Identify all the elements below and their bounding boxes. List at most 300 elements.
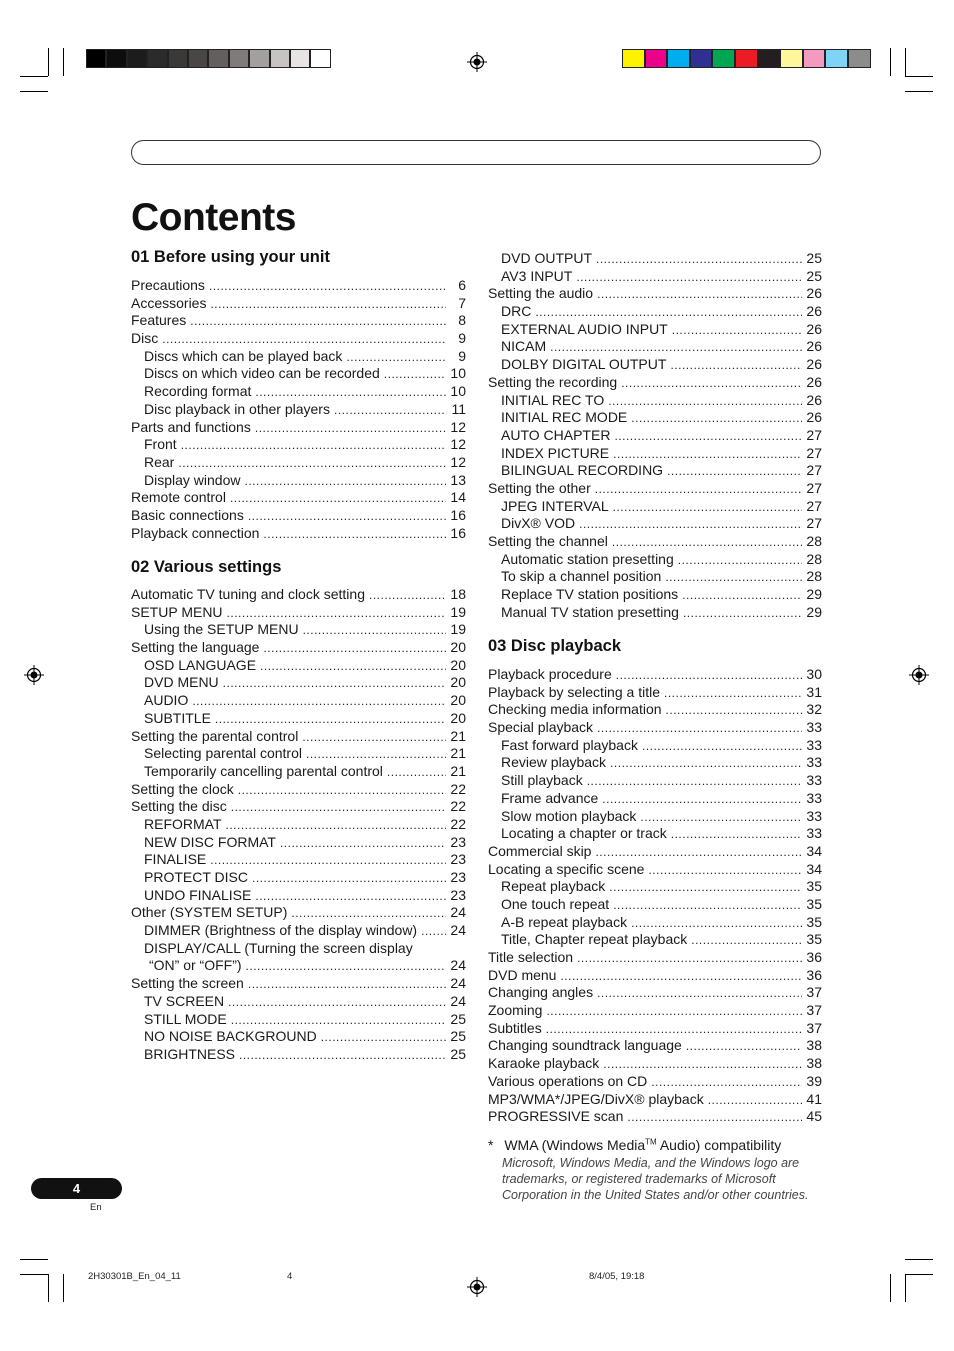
- toc-entry[interactable]: [131, 419, 466, 437]
- toc-entry[interactable]: [488, 1073, 822, 1091]
- toc-entry[interactable]: [488, 533, 822, 551]
- page-number-badge: 4: [31, 1178, 122, 1199]
- crop-mark: [905, 91, 933, 92]
- toc-entry[interactable]: [131, 957, 466, 975]
- toc-entry-page: 19: [450, 621, 466, 638]
- toc-entry[interactable]: [488, 321, 822, 339]
- toc-entry-page: 25: [806, 250, 822, 266]
- toc-entry-title: Zooming: [488, 1002, 543, 1019]
- toc-leader-dots: [666, 701, 802, 720]
- toc-entry-page: 33: [806, 754, 822, 771]
- toc-entry-title: Setting the channel: [488, 533, 608, 549]
- toc-entry-page: 26: [806, 338, 822, 355]
- toc-entry-title: To skip a channel position: [501, 568, 662, 585]
- toc-entry[interactable]: [488, 1020, 822, 1038]
- toc-entry-title: DVD MENU: [144, 674, 219, 691]
- toc-entry-title: Commercial skip: [488, 842, 592, 859]
- toc-entry[interactable]: [488, 604, 822, 622]
- toc-leader-dots: [613, 445, 802, 464]
- toc-entry-title: Recording format: [144, 383, 252, 400]
- color-swatch: [690, 49, 713, 68]
- color-swatch: [229, 49, 249, 68]
- color-swatch: [645, 49, 668, 68]
- toc-entry-page: 36: [806, 949, 822, 965]
- toc-leader-dots: [252, 869, 446, 888]
- toc-entry[interactable]: [488, 719, 822, 737]
- toc-entry-title: DISPLAY/CALL (Turning the screen display: [144, 939, 413, 956]
- toc-entry[interactable]: [131, 621, 466, 639]
- toc-leader-dots: [671, 825, 802, 844]
- toc-entry-title: Title, Chapter repeat playback: [501, 931, 688, 948]
- toc-entry-title: Locating a chapter or track: [501, 825, 667, 842]
- toc-entry[interactable]: [131, 816, 466, 834]
- toc-entry-page: 20: [450, 692, 466, 709]
- toc-entry[interactable]: [488, 861, 822, 879]
- toc-entry[interactable]: [488, 1002, 822, 1020]
- toc-entry-title: DVD OUTPUT: [501, 250, 592, 266]
- toc-entry[interactable]: [488, 409, 822, 427]
- toc-entry-title: BILINGUAL RECORDING: [501, 462, 664, 479]
- toc-entry[interactable]: [488, 374, 822, 392]
- crop-mark: [48, 48, 49, 76]
- toc-entry-page: 10: [450, 383, 466, 400]
- toc-entry[interactable]: [488, 949, 822, 967]
- toc-entry-title: Parts and functions: [131, 418, 251, 435]
- toc-entry-title: AV3 INPUT: [501, 267, 573, 284]
- color-swatch: [249, 49, 269, 68]
- toc-entry[interactable]: [131, 312, 466, 330]
- toc-entry-title: OSD LANGUAGE: [144, 656, 257, 673]
- toc-leader-dots: [627, 1108, 802, 1127]
- toc-leader-dots: [210, 295, 446, 314]
- toc-entry[interactable]: [488, 790, 822, 808]
- toc-entry[interactable]: [488, 808, 822, 826]
- toc-entry-page: 23: [450, 851, 466, 868]
- section-heading-various-settings: 02 Various settings: [131, 558, 282, 576]
- color-swatch: [147, 49, 167, 68]
- toc-entry[interactable]: [488, 896, 822, 914]
- toc-leader-dots: [597, 285, 802, 304]
- toc-entry-page: 26: [806, 391, 822, 408]
- toc-entry-page: 25: [450, 1010, 466, 1027]
- toc-entry-title: Review playback: [501, 754, 607, 771]
- toc-entry-page: 32: [806, 701, 822, 718]
- color-swatch: [86, 49, 106, 68]
- toc-leader-dots: [550, 338, 802, 357]
- toc-entry[interactable]: [131, 365, 466, 383]
- toc-leader-dots: [334, 401, 446, 420]
- toc-leader-dots: [190, 312, 446, 331]
- toc-entry[interactable]: [488, 480, 822, 498]
- color-swatch: [758, 49, 781, 68]
- toc-entry-page: 33: [806, 772, 822, 789]
- toc-entry-title: Repeat playback: [501, 878, 606, 895]
- crop-mark: [48, 1274, 49, 1302]
- section-heading-disc-playback: 03 Disc playback: [488, 637, 621, 655]
- toc-entry-page: 38: [806, 1055, 822, 1072]
- toc-entry-page: 21: [450, 727, 466, 744]
- toc-entry-title: Temporarily cancelling parental control: [144, 762, 383, 779]
- toc-entry-title: Setting the language: [131, 639, 260, 656]
- toc-entry[interactable]: [131, 277, 466, 295]
- toc-leader-dots: [387, 763, 446, 782]
- toc-entry[interactable]: [131, 904, 466, 922]
- toc-entry-page: 9: [458, 330, 466, 347]
- toc-entry[interactable]: [488, 551, 822, 569]
- toc-entry-title: Changing angles: [488, 984, 594, 1001]
- toc-entry-page: 33: [806, 789, 822, 806]
- toc-entry-page: 28: [806, 568, 822, 585]
- toc-entry-title: Fast forward playback: [501, 736, 638, 753]
- crop-mark: [905, 76, 933, 77]
- chapter-header-bar: [131, 140, 821, 165]
- toc-entry-page: 16: [450, 506, 466, 523]
- toc-entry-title: Karaoke playback: [488, 1055, 600, 1072]
- toc-leader-dots: [597, 719, 802, 738]
- crop-mark: [20, 91, 48, 92]
- toc-entry[interactable]: [488, 303, 822, 321]
- toc-leader-dots: [579, 515, 802, 534]
- footnote-tm: TM: [645, 1137, 657, 1147]
- toc-entry-title: NEW DISC FORMAT: [144, 833, 276, 850]
- toc-leader-dots: [255, 383, 446, 402]
- toc-entry-title: A-B repeat playback: [501, 913, 628, 930]
- toc-leader-dots: [595, 480, 802, 499]
- toc-entry-title: Setting the clock: [131, 780, 234, 797]
- toc-entry-page: 33: [806, 807, 822, 824]
- toc-entry[interactable]: [488, 250, 822, 268]
- toc-entry-title: Replace TV station positions: [501, 586, 679, 603]
- toc-entry-title: UNDO FINALISE: [144, 886, 252, 903]
- toc-entry[interactable]: [131, 710, 466, 728]
- toc-entry-title: Discs on which video can be recorded: [144, 365, 380, 382]
- footnote-text: WMA (Windows Media: [504, 1137, 646, 1153]
- toc-entry[interactable]: [131, 781, 466, 799]
- toc-leader-dots: [546, 1020, 802, 1039]
- toc-entry-page: 16: [450, 524, 466, 541]
- toc-leader-dots: [238, 781, 446, 800]
- toc-entry-title: DVD menu: [488, 966, 557, 983]
- toc-entry-page: 22: [450, 798, 466, 815]
- toc-entry[interactable]: [488, 285, 822, 303]
- toc-entry[interactable]: [488, 445, 822, 463]
- crop-mark: [63, 48, 64, 76]
- toc-leader-dots: [321, 1028, 446, 1047]
- toc-leader-dots: [369, 586, 446, 605]
- registration-mark-icon: [24, 665, 44, 685]
- toc-entry-title: NO NOISE BACKGROUND: [144, 1028, 317, 1045]
- toc-entry-title: FINALISE: [144, 851, 207, 868]
- toc-entry-title: Playback procedure: [488, 666, 612, 682]
- toc-entry-title: Automatic TV tuning and clock setting: [131, 586, 365, 602]
- toc-leader-dots: [708, 1091, 802, 1110]
- color-swatch: [780, 49, 803, 68]
- toc-leader-dots: [210, 851, 446, 870]
- toc-entry-title: Still playback: [501, 772, 583, 789]
- toc-entry[interactable]: [131, 472, 466, 490]
- toc-entry[interactable]: [488, 878, 822, 896]
- toc-entry-page: 23: [450, 886, 466, 903]
- toc-entry-title: Precautions: [131, 277, 205, 293]
- toc-entry-title: Basic connections: [131, 506, 244, 523]
- color-swatch: [622, 49, 645, 68]
- footer-date: 8/4/05, 19:18: [589, 1271, 645, 1282]
- toc-entry[interactable]: [131, 975, 466, 993]
- toc-entry-page: 26: [806, 373, 822, 390]
- toc-entry[interactable]: [131, 525, 466, 543]
- crop-mark: [905, 1274, 933, 1275]
- toc-entry[interactable]: [488, 737, 822, 755]
- toc-entry[interactable]: [488, 515, 822, 533]
- toc-leader-dots: [691, 931, 802, 950]
- toc-leader-dots: [613, 896, 802, 915]
- toc-entry-page: 38: [806, 1037, 822, 1054]
- toc-entry[interactable]: [131, 1046, 466, 1064]
- toc-entry-page: 24: [450, 975, 466, 992]
- toc-leader-dots: [215, 710, 446, 729]
- toc-entry[interactable]: [131, 639, 466, 657]
- toc-entry[interactable]: [131, 454, 466, 472]
- toc-entry[interactable]: [488, 1091, 822, 1109]
- toc-entry-title: Setting the other: [488, 479, 591, 496]
- toc-entry-title: INITIAL REC MODE: [501, 409, 628, 426]
- toc-entry-page: 10: [450, 365, 466, 382]
- toc-entry[interactable]: [488, 1055, 822, 1073]
- toc-entry-title: STILL MODE: [144, 1010, 227, 1027]
- toc-entry-page: 8: [458, 312, 466, 329]
- toc-entry-title: DivX® VOD: [501, 515, 576, 532]
- toc-entry-page: 12: [450, 436, 466, 453]
- toc-entry-page: 33: [806, 736, 822, 753]
- toc-entry-title: Title selection: [488, 949, 574, 965]
- toc-entry-title: Slow motion playback: [501, 807, 637, 824]
- registration-mark-icon: [909, 665, 929, 685]
- toc-entry[interactable]: [488, 268, 822, 286]
- toc-entry-page: 27: [806, 444, 822, 461]
- toc-leader-dots: [255, 887, 446, 906]
- toc-leader-dots: [610, 754, 802, 773]
- toc-leader-dots: [223, 674, 446, 693]
- toc-entry[interactable]: [131, 586, 466, 604]
- toc-entry-page: 7: [458, 294, 466, 311]
- toc-entry[interactable]: [488, 914, 822, 932]
- toc-entry-page: 18: [450, 586, 466, 602]
- toc-entry[interactable]: [131, 763, 466, 781]
- toc-entry-page: 29: [806, 603, 822, 620]
- toc-entry-title: Subtitles: [488, 1019, 542, 1036]
- toc-entry-page: 34: [806, 860, 822, 877]
- toc-entry-title: Setting the recording: [488, 373, 618, 390]
- toc-entry-title: AUTO CHAPTER: [501, 426, 611, 443]
- toc-entry-page: 36: [806, 966, 822, 983]
- toc-entry[interactable]: [488, 392, 822, 410]
- toc-entry[interactable]: [131, 295, 466, 313]
- toc-entry-title: Playback connection: [131, 524, 260, 541]
- section-heading-before-using: 01 Before using your unit: [131, 248, 330, 266]
- language-label: En: [90, 1202, 102, 1213]
- toc-entry-page: 24: [450, 992, 466, 1009]
- toc-entry-title: DRC: [501, 303, 532, 320]
- toc-entry-title: TV SCREEN: [144, 992, 225, 1009]
- toc-leader-dots: [667, 462, 802, 481]
- toc-entry-page: 24: [450, 957, 466, 974]
- toc-entry-title: Display window: [144, 471, 241, 488]
- toc-leader-dots: [263, 639, 446, 658]
- toc-leader-dots: [648, 861, 802, 880]
- toc-leader-dots: [306, 745, 446, 764]
- toc-leader-dots: [248, 507, 446, 526]
- footnote-text-end: Audio) compatibility: [656, 1137, 782, 1153]
- toc-list-various-settings-continued: [488, 250, 822, 621]
- toc-entry[interactable]: [488, 462, 822, 480]
- toc-entry-page: 25: [450, 1028, 466, 1045]
- toc-leader-dots: [682, 586, 802, 605]
- toc-entry[interactable]: [131, 993, 466, 1011]
- toc-entry[interactable]: [131, 1011, 466, 1029]
- toc-entry[interactable]: [488, 684, 822, 702]
- crop-mark: [905, 1259, 933, 1260]
- toc-entry[interactable]: [488, 1108, 822, 1126]
- toc-entry[interactable]: [488, 1037, 822, 1055]
- toc-entry-title: INITIAL REC TO: [501, 391, 605, 408]
- toc-entry[interactable]: [131, 834, 466, 852]
- toc-entry[interactable]: [488, 666, 822, 684]
- toc-entry-title: Playback by selecting a title: [488, 683, 660, 700]
- toc-leader-dots: [686, 1037, 802, 1056]
- toc-entry-title: Setting the screen: [131, 975, 244, 992]
- crop-mark: [890, 1274, 891, 1302]
- toc-entry[interactable]: [488, 568, 822, 586]
- toc-entry-page: 24: [450, 922, 466, 939]
- toc-leader-dots: [576, 268, 802, 287]
- toc-entry-page: 37: [806, 1019, 822, 1036]
- toc-entry-page: 26: [806, 320, 822, 337]
- toc-entry[interactable]: [131, 489, 466, 507]
- toc-leader-dots: [244, 472, 446, 491]
- toc-entry[interactable]: [488, 586, 822, 604]
- toc-entry-title: Using the SETUP MENU: [144, 621, 299, 638]
- toc-entry[interactable]: [131, 692, 466, 710]
- toc-leader-dots: [631, 409, 802, 428]
- toc-entry-page: 12: [450, 453, 466, 470]
- toc-entry[interactable]: [131, 674, 466, 692]
- toc-entry[interactable]: [488, 931, 822, 949]
- color-swatch: [735, 49, 758, 68]
- toc-entry[interactable]: [131, 383, 466, 401]
- toc-list-disc-playback: [488, 666, 822, 1126]
- color-swatch: [270, 49, 290, 68]
- toc-leader-dots: [602, 790, 802, 809]
- toc-leader-dots: [651, 1073, 802, 1092]
- toc-entry-title: Disc playback in other players: [144, 400, 330, 417]
- toc-entry-title: Checking media information: [488, 701, 662, 718]
- toc-entry-title: Selecting parental control: [144, 745, 302, 762]
- toc-leader-dots: [302, 728, 446, 747]
- toc-entry[interactable]: [131, 436, 466, 454]
- toc-entry[interactable]: [131, 798, 466, 816]
- toc-list-various-settings: [131, 586, 466, 1064]
- toc-leader-dots: [263, 525, 446, 544]
- toc-leader-dots: [255, 419, 446, 438]
- toc-entry[interactable]: [131, 1028, 466, 1046]
- toc-entry[interactable]: [488, 967, 822, 985]
- toc-entry-page: 39: [806, 1072, 822, 1089]
- toc-entry-page: 20: [450, 639, 466, 656]
- toc-entry-page: 33: [806, 719, 822, 736]
- toc-entry[interactable]: [488, 843, 822, 861]
- toc-entry[interactable]: [131, 657, 466, 675]
- toc-entry[interactable]: [488, 338, 822, 356]
- toc-entry-page: 27: [806, 462, 822, 479]
- toc-entry-page: 35: [806, 931, 822, 948]
- toc-leader-dots: [672, 321, 802, 340]
- toc-leader-dots: [577, 949, 802, 968]
- toc-entry-page: 45: [806, 1108, 822, 1125]
- toc-entry[interactable]: [131, 851, 466, 869]
- toc-entry-title: PROTECT DISC: [144, 869, 248, 885]
- toc-entry[interactable]: [131, 348, 466, 366]
- toc-leader-dots: [248, 975, 446, 994]
- toc-entry-page: 25: [806, 267, 822, 284]
- toc-entry-page: 24: [450, 904, 466, 921]
- footnote-wma: [488, 1137, 781, 1153]
- toc-entry[interactable]: [131, 940, 466, 958]
- toc-entry[interactable]: [488, 984, 822, 1002]
- toc-entry[interactable]: [488, 825, 822, 843]
- toc-entry[interactable]: [488, 498, 822, 516]
- crop-mark: [20, 76, 48, 77]
- toc-entry-page: 35: [806, 913, 822, 930]
- toc-leader-dots: [596, 250, 802, 269]
- toc-entry[interactable]: [131, 745, 466, 763]
- toc-entry-title: DIMMER (Brightness of the display window): [144, 922, 418, 939]
- toc-entry-page: 23: [450, 869, 466, 885]
- toc-entry-page: 31: [806, 683, 822, 700]
- toc-entry[interactable]: [488, 427, 822, 445]
- toc-entry[interactable]: [131, 330, 466, 348]
- toc-entry[interactable]: [488, 356, 822, 374]
- toc-leader-dots: [231, 1011, 446, 1030]
- toc-entry-title: Frame advance: [501, 789, 599, 806]
- toc-entry-page: 37: [806, 1002, 822, 1019]
- toc-entry[interactable]: [131, 401, 466, 419]
- toc-entry[interactable]: [488, 754, 822, 772]
- toc-entry-page: 20: [450, 709, 466, 726]
- toc-entry[interactable]: [488, 701, 822, 719]
- toc-leader-dots: [209, 277, 446, 296]
- toc-leader-dots: [608, 392, 802, 411]
- toc-entry[interactable]: [131, 604, 466, 622]
- toc-entry-page: 27: [806, 479, 822, 496]
- crop-mark: [905, 48, 906, 76]
- toc-entry-page: 25: [450, 1045, 466, 1062]
- toc-entry-page: 20: [450, 656, 466, 673]
- toc-leader-dots: [291, 904, 446, 923]
- toc-entry[interactable]: [131, 922, 466, 940]
- toc-entry[interactable]: [488, 772, 822, 790]
- toc-entry[interactable]: [131, 507, 466, 525]
- toc-entry[interactable]: [131, 869, 466, 887]
- toc-entry-page: 37: [806, 984, 822, 1001]
- registration-mark-icon: [467, 52, 487, 72]
- footnote-trademark-text: Microsoft, Windows Media, and the Windows logo are trademarks, or registered trademarks of Microsoft Corporation in the United States and/or other countries.: [502, 1156, 809, 1202]
- toc-entry[interactable]: [131, 887, 466, 905]
- toc-entry-page: 26: [806, 303, 822, 320]
- toc-leader-dots: [665, 568, 802, 587]
- toc-leader-dots: [192, 692, 446, 711]
- toc-entry[interactable]: [131, 728, 466, 746]
- toc-entry-page: 35: [806, 895, 822, 912]
